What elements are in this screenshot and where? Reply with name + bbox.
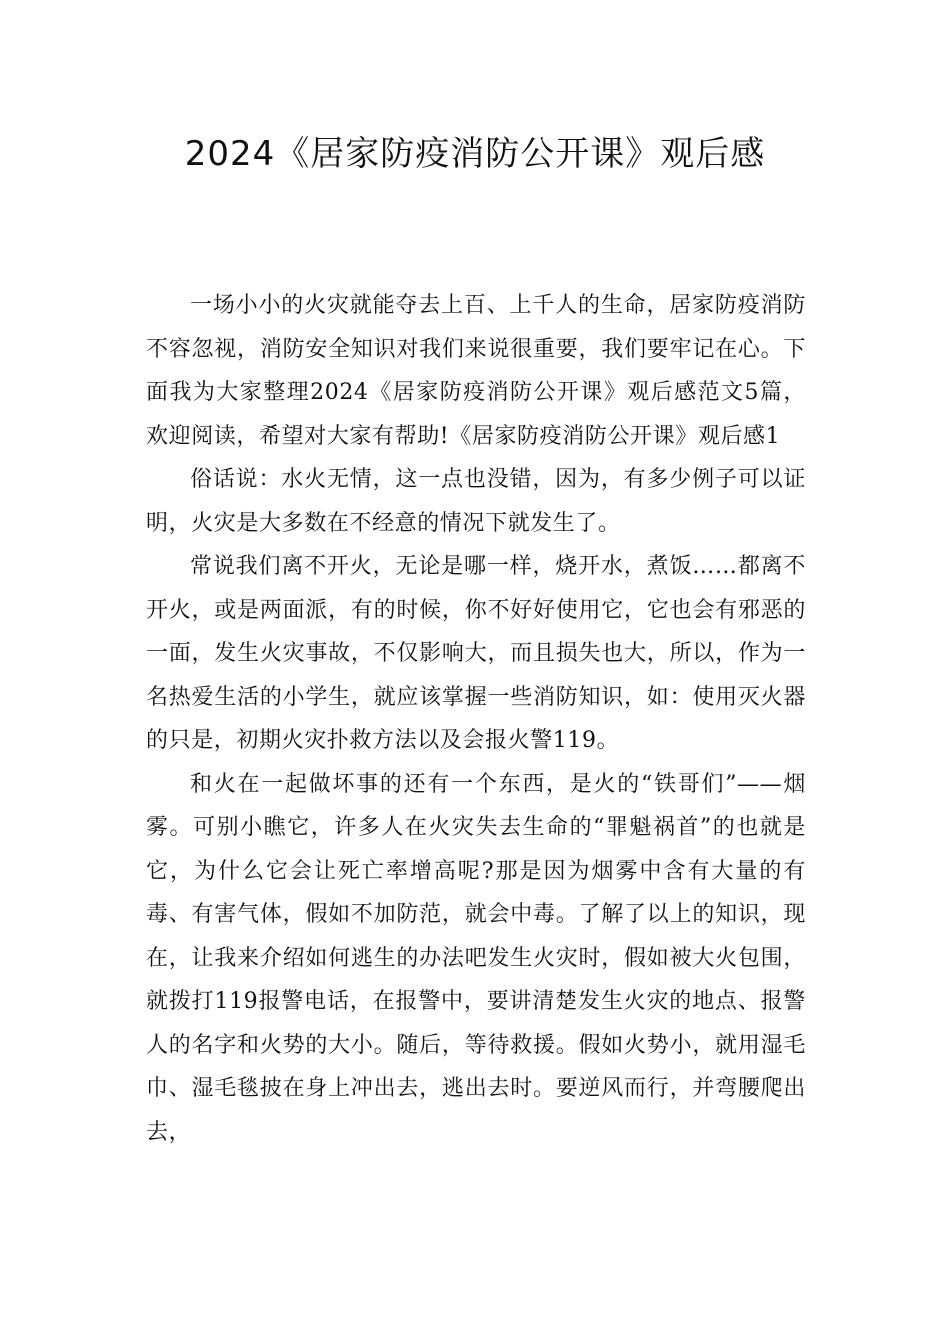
paragraph-3: 常说我们离不开火，无论是哪一样，烧开水，煮饭……都离不开火，或是两面派，有的时候，你不好好使用它，它也会有邪恶的一面，发生火灾事故，不仅影响大，而且损失也大，所以，作为一名热爱生活的小学生，就应该掌握一些消防知识，如：使用灭火器的只是，初期火灾扑救方法以及会报火警119。 xyxy=(146,554,806,753)
paragraph-2: 俗话说：水火无情，这一点也没错，因为，有多少例子可以证明，火灾是大多数在不经意的情况下就发生了。 xyxy=(146,467,806,536)
paragraph-4: 和火在一起做坏事的还有一个东西，是火的“铁哥们”——烟雾。可别小瞧它，许多人在火灾失去生命的“罪魁祸首”的也就是它，为什么它会让死亡率增高呢?那是因为烟雾中含有大量的有毒、有害气体，假如不加防范，就会中毒。了解了以上的知识，现在，让我来介绍如何逃生的办法吧发生火灾时，假如被大火包围，就拨打119报警电话，在报警中，要讲清楚发生火灾的地点、报警人的名字和火势的大小。随后，等待救援。假如火势小，就用湿毛巾、湿毛毯披在身上冲出去，逃出去时。要逆风而行，并弯腰爬出去， xyxy=(146,771,806,1145)
document-body xyxy=(146,284,806,1154)
paragraph-1: 一场小小的火灾就能夺去上百、上千人的生命，居家防疫消防不容忽视，消防安全知识对我们来说很重要，我们要牢记在心。下面我为大家整理2024《居家防疫消防公开课》观后感范文5篇，欢迎阅读，希望对大家有帮助!《居家防疫消防公开课》观后感1 xyxy=(146,293,806,449)
document-title: 2024《居家防疫消防公开课》观后感 xyxy=(184,134,766,174)
